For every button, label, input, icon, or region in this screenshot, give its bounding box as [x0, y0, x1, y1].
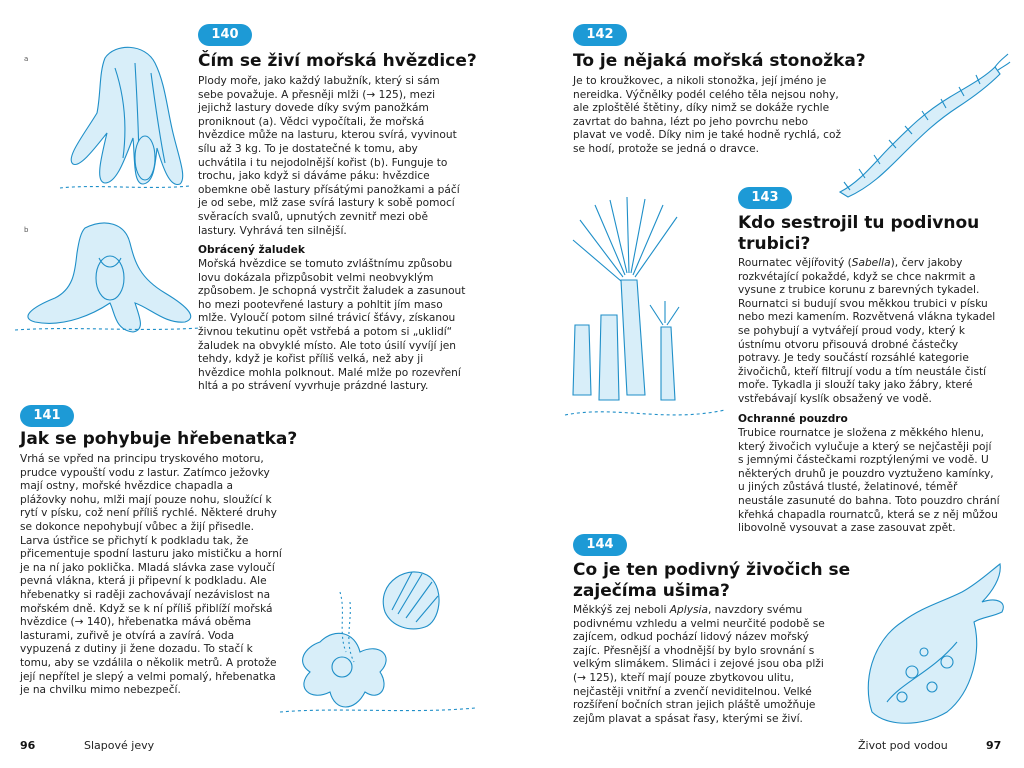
running-title-right: Život pod vodou: [858, 739, 948, 752]
title-line: Co je ten podivný živočich se: [573, 560, 851, 580]
question-number-badge: 143: [738, 187, 792, 209]
starfish-opening-clam-illustration: [55, 38, 195, 193]
question-number-badge: 142: [573, 24, 627, 46]
subheading-protective-case: Ochranné pouzdro: [738, 413, 848, 425]
title-line: trubici?: [738, 234, 811, 254]
body-text-142: Je to kroužkovec, a nikoli stonožka, její jméno je nereidka. Výčnělky podél celého těla nejsou nohy, ale zploštělé štětiny, díky nimž se dokáže rychle zavrtat do bahna, lézt po jeho povrchu nebo plavat ve vodě. Díky nim je také hodně rychlá, což se hodí, protože se jedná o dravce.: [573, 75, 841, 155]
tube-worm-illustration: [565, 195, 730, 435]
question-title-140: Čím se živí mořská hvězdice?: [198, 51, 477, 71]
subheading-inverted-stomach: Obrácený žaludek: [198, 244, 305, 256]
body-text-140-b: Mořská hvězdice se tomuto zvláštnímu způsobu lovu dokázala přizpůsobit velmi neobvyklým způsobem. Je schopná vystrčit žaludek a zasunout ho mezi pootevřené lastury a pohltit jím maso mlže. Vyloučí potom silné trávicí šťávy, získanou živnou tekutinu opět vstřebá a potom si „uklidí“ žaludek na obvyklé místo. Ale toto úsilí vyvíjí jen tehdy, když je kořist příliš velká, než aby ji hvězdice mohla polknout. Malé mlže po rozevření hltá a po strávení vyvrhuje prázdné lastury.: [198, 258, 466, 393]
page-number-left: 96: [20, 739, 36, 752]
text-run: , navzdory svému podivnému vzhledu a velmi neurčité podobě se zajícem, odkud pochází lidový název mořský zajíc. Přesnější a vhodnější by bylo srovnání s velkým slimákem. Slimáci i zejové jsou oba plži (→ 125), kteří mají pouze zbytkovou ulitu, nejčastěji vnitřní a zvenčí neviditelnou. Velké rozšíření bočních stran jejich pláště umožňuje zejům plavat a spásat řasy, kterými se živí.: [573, 604, 825, 725]
text-run: Rournatec vějířovitý (: [738, 257, 852, 269]
question-number-badge: 141: [20, 405, 74, 427]
running-title-left: Slapové jevy: [84, 739, 155, 752]
body-text-143: [738, 257, 1000, 407]
body-text-143-b: Trubice rournatce je složena z měkkého hlenu, který živočich vylučuje a který se nejčastěji pojí s jemnými částečkami rozptýlenými ve vodě. U některých druhů je pouzdro vyztuženo kamínky, u jiných zůstává tlusté, želatinové, téměř neustále zasunuté do bahna. Toto pouzdro chrání křehká chapadla rournatců, která se z něj můžou libovolně vysouvat a zase zasouvat zpět.: [738, 427, 1000, 535]
body-text-141: Vrhá se vpřed na principu tryskového motoru, prudce vypouští vodu z lastur. Zatímco ježovky mají ostny, mořské hvězdice chapadla a plážovky nohu, mlži mají pouze nohu, sloužící k rytí v písku, což není příliš rychlé. Některé druhy se dokonce nepohybují vůbec a žijí přisedle. Larva ústřice se přichytí k podkladu tak, že přicementuje spodní lasturu jako mističku a horní je na ní jako poklička. Mladá slávka zase vyloučí pevná vlákna, která ji připevní k podkladu. Ale hřebenatky si raději zachovávají nezávislost na mořském dně. Když se k ní příliš přiblíží mořská hvězdice (→ 140), hřebenatka mává oběma lasturami, zuřivě je otvírá a zavírá. Voda vypuzená z dutiny ji žene dozadu. To stačí k tomu, aby se vzdálila o několik metrů. A protože její nepřítel je slepý a velmi pomalý, hřebenatka je na chvilku mimo nebezpečí.: [20, 453, 282, 697]
nereid-worm-illustration: [830, 52, 1010, 202]
question-number-badge: 144: [573, 534, 627, 556]
body-text-144: [573, 604, 835, 726]
figure-label-a: a: [24, 55, 29, 63]
page-number-right: 97: [986, 739, 1002, 752]
figure-label-b: b: [24, 226, 29, 234]
body-text-140: Plody moře, jako každý labužník, který si sám sebe považuje. A přesněji mlži (→ 125), mezi jejichž lastury dovede díky svým panožkám proniknout (a). Vědci vypočítali, že mořská hvězdice může na lasturu, kterou svírá, vyvinout sílu až 3 kg. To je dostatečné k tomu, aby uchvátila i tu nejodolnější kořist (b). Funguje to trochu, jako když si dáváme páku: hvězdice obemkne obě lastury přísátými panožkami a páčí je od sebe, mlž zase svírá lastury k sobě pomocí svěracích svalů, upnutých zevnitř mezi obě lastury. Vyhrává ten silnější.: [198, 75, 460, 237]
question-title-144: [573, 560, 850, 602]
species-name: Aplysia: [669, 604, 708, 616]
title-line: zaječíma ušima?: [573, 581, 730, 601]
text-run: ), červ jakoby rozkvétající pokaždé, když se chce nakrmit a vysune z trubice korunu z barevných tykadel. Rournatci si budují svou měkkou trubici v písku nebo mezi kamením. Rozvětvená vlákna tykadel se pohybují a vytvářejí proud vody, který k ústnímu otvoru přisouvá drobné částečky potravy. Je tedy součástí rozsáhlé kategorie živočichů, kteří filtrují vodu a tím neustále čistí moře. Tykadla ji slouží taky jako žábry, které vstřebávají kyslík obsažený ve vodě.: [738, 257, 996, 405]
question-title-143: [738, 213, 979, 255]
title-line: Kdo sestrojil tu podivnou: [738, 213, 980, 233]
sea-hare-illustration: [852, 562, 1012, 727]
starfish-stomach-illustration: [15, 218, 200, 336]
question-title-141: Jak se pohybuje hřebenatka?: [20, 429, 298, 449]
species-name: Sabella: [851, 257, 891, 269]
question-title-142: To je nějaká mořská stonožka?: [573, 51, 866, 71]
scallop-and-starfish-illustration: [280, 562, 475, 722]
question-number-badge: 140: [198, 24, 252, 46]
text-run: Měkkýš zej neboli: [573, 604, 670, 616]
